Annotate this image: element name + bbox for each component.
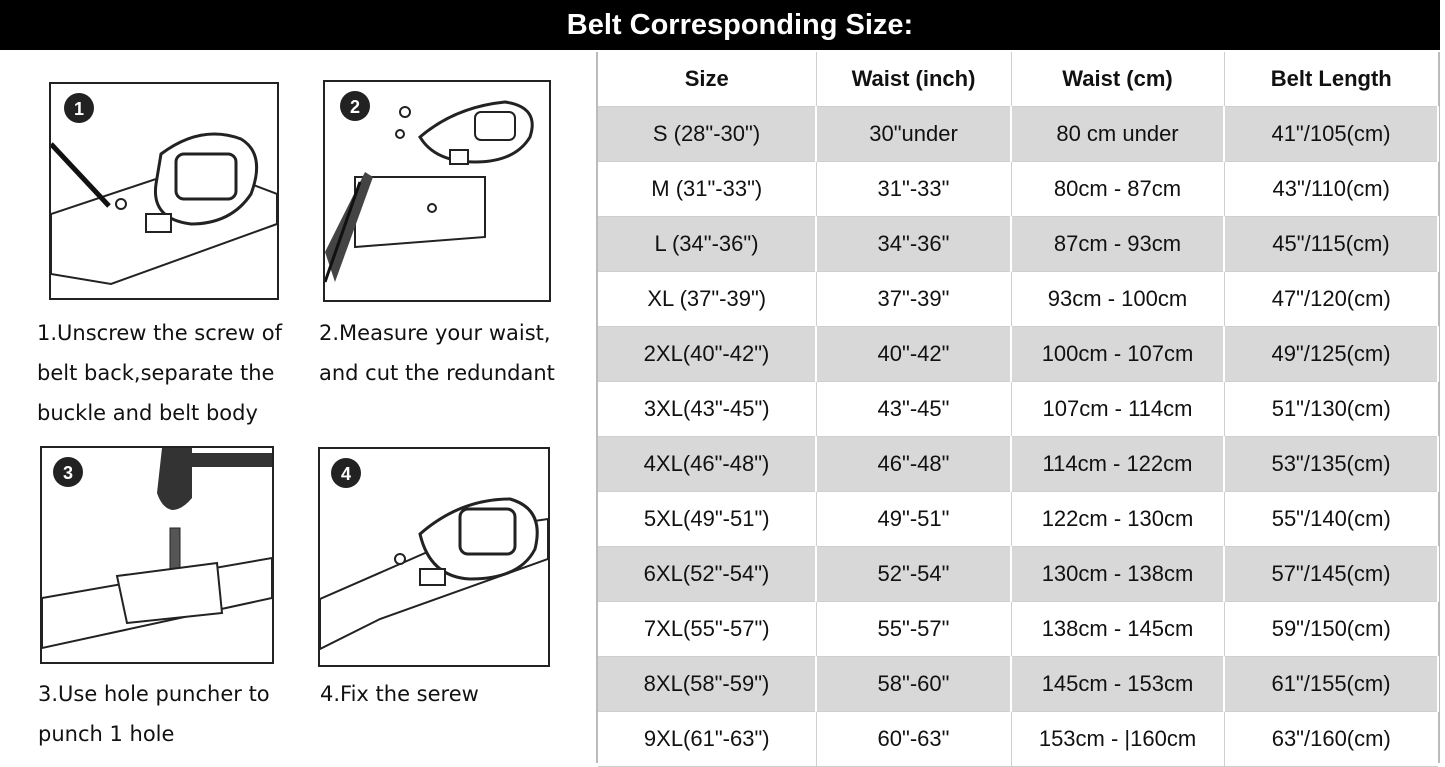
cell-waist-inch: 58"-60": [816, 657, 1011, 712]
cell-waist-inch: 55"-57": [816, 602, 1011, 657]
table-row: [598, 657, 1438, 712]
fix-screw-icon: [320, 449, 548, 665]
table-row: [598, 382, 1438, 437]
page-title: Belt Corresponding Size:: [566, 8, 914, 41]
hole-puncher-icon: [42, 448, 272, 662]
table-row: [598, 217, 1438, 272]
step-4-illustration: [318, 447, 550, 667]
header-belt-length: Belt Length: [1224, 52, 1438, 107]
cell-belt-length: 45"/115(cm): [1224, 217, 1438, 272]
cell-waist-inch: 37"-39": [816, 272, 1011, 327]
step-number: 2: [349, 97, 361, 117]
cell-waist-cm: 80 cm under: [1011, 107, 1224, 162]
step-2-illustration: [323, 80, 551, 302]
cell-waist-inch: 46"-48": [816, 437, 1011, 492]
step-number: 4: [340, 464, 352, 484]
cell-size: L (34"-36"): [598, 217, 816, 272]
table-row: [598, 107, 1438, 162]
header-waist-inch: Waist (inch): [816, 52, 1011, 107]
header-waist-cm: Waist (cm): [1011, 52, 1224, 107]
cell-waist-cm: 145cm - 153cm: [1011, 657, 1224, 712]
cell-belt-length: 59"/150(cm): [1224, 602, 1438, 657]
cut-belt-icon: [325, 82, 549, 300]
cell-size: 2XL(40"-42"): [598, 327, 816, 382]
cell-waist-cm: 87cm - 93cm: [1011, 217, 1224, 272]
cell-belt-length: 53"/135(cm): [1224, 437, 1438, 492]
table-body: [598, 107, 1438, 767]
cell-waist-cm: 114cm - 122cm: [1011, 437, 1224, 492]
cell-waist-cm: 107cm - 114cm: [1011, 382, 1224, 437]
cell-size: 8XL(58"-59"): [598, 657, 816, 712]
cell-size: S (28"-30"): [598, 107, 816, 162]
step-number: 1: [73, 99, 85, 119]
size-table: [598, 52, 1439, 767]
cell-waist-inch: 49"-51": [816, 492, 1011, 547]
cell-waist-cm: 130cm - 138cm: [1011, 547, 1224, 602]
cell-size: 9XL(61"-63"): [598, 712, 816, 767]
cell-waist-cm: 100cm - 107cm: [1011, 327, 1224, 382]
cell-waist-cm: 80cm - 87cm: [1011, 162, 1224, 217]
cell-waist-cm: 153cm - |160cm: [1011, 712, 1224, 767]
cell-belt-length: 51"/130(cm): [1224, 382, 1438, 437]
cell-belt-length: 49"/125(cm): [1224, 327, 1438, 382]
table-row: [598, 602, 1438, 657]
step-3-caption: 3.Use hole puncher to punch 1 hole: [38, 682, 270, 746]
cell-size: M (31"-33"): [598, 162, 816, 217]
title-bar: [0, 0, 1440, 50]
cell-size: 7XL(55"-57"): [598, 602, 816, 657]
cell-waist-cm: 138cm - 145cm: [1011, 602, 1224, 657]
cell-belt-length: 47"/120(cm): [1224, 272, 1438, 327]
cell-size: 5XL(49"-51"): [598, 492, 816, 547]
cell-belt-length: 55"/140(cm): [1224, 492, 1438, 547]
table-row: [598, 272, 1438, 327]
cell-size: 4XL(46"-48"): [598, 437, 816, 492]
cell-waist-cm: 122cm - 130cm: [1011, 492, 1224, 547]
cell-belt-length: 61"/155(cm): [1224, 657, 1438, 712]
cell-waist-inch: 31"-33": [816, 162, 1011, 217]
cell-waist-inch: 34"-36": [816, 217, 1011, 272]
step-4-caption: 4.Fix the serew: [320, 682, 479, 706]
unscrew-buckle-icon: [51, 84, 277, 298]
table-row: [598, 492, 1438, 547]
table-row: [598, 162, 1438, 217]
cell-belt-length: 57"/145(cm): [1224, 547, 1438, 602]
cell-size: 3XL(43"-45"): [598, 382, 816, 437]
cell-size: XL (37"-39"): [598, 272, 816, 327]
step-1-illustration: [49, 82, 279, 300]
cell-waist-inch: 60"-63": [816, 712, 1011, 767]
cell-waist-inch: 52"-54": [816, 547, 1011, 602]
cell-waist-inch: 43"-45": [816, 382, 1011, 437]
step-1-caption: 1.Unscrew the screw of belt back,separate the buckle and belt body: [37, 321, 282, 425]
step-number: 3: [62, 463, 74, 483]
cell-size: 6XL(52"-54"): [598, 547, 816, 602]
header-size: Size: [598, 52, 816, 107]
table-row: [598, 327, 1438, 382]
cell-belt-length: 63"/160(cm): [1224, 712, 1438, 767]
cell-waist-inch: 40"-42": [816, 327, 1011, 382]
table-row: [598, 437, 1438, 492]
cell-waist-inch: 30"under: [816, 107, 1011, 162]
table-header-row: [598, 52, 1438, 107]
table-row: [598, 712, 1438, 767]
cell-belt-length: 43"/110(cm): [1224, 162, 1438, 217]
table-row: [598, 547, 1438, 602]
cell-waist-cm: 93cm - 100cm: [1011, 272, 1224, 327]
step-3-illustration: [40, 446, 274, 664]
cell-belt-length: 41"/105(cm): [1224, 107, 1438, 162]
step-2-caption: 2.Measure your waist, and cut the redundant: [319, 321, 555, 385]
